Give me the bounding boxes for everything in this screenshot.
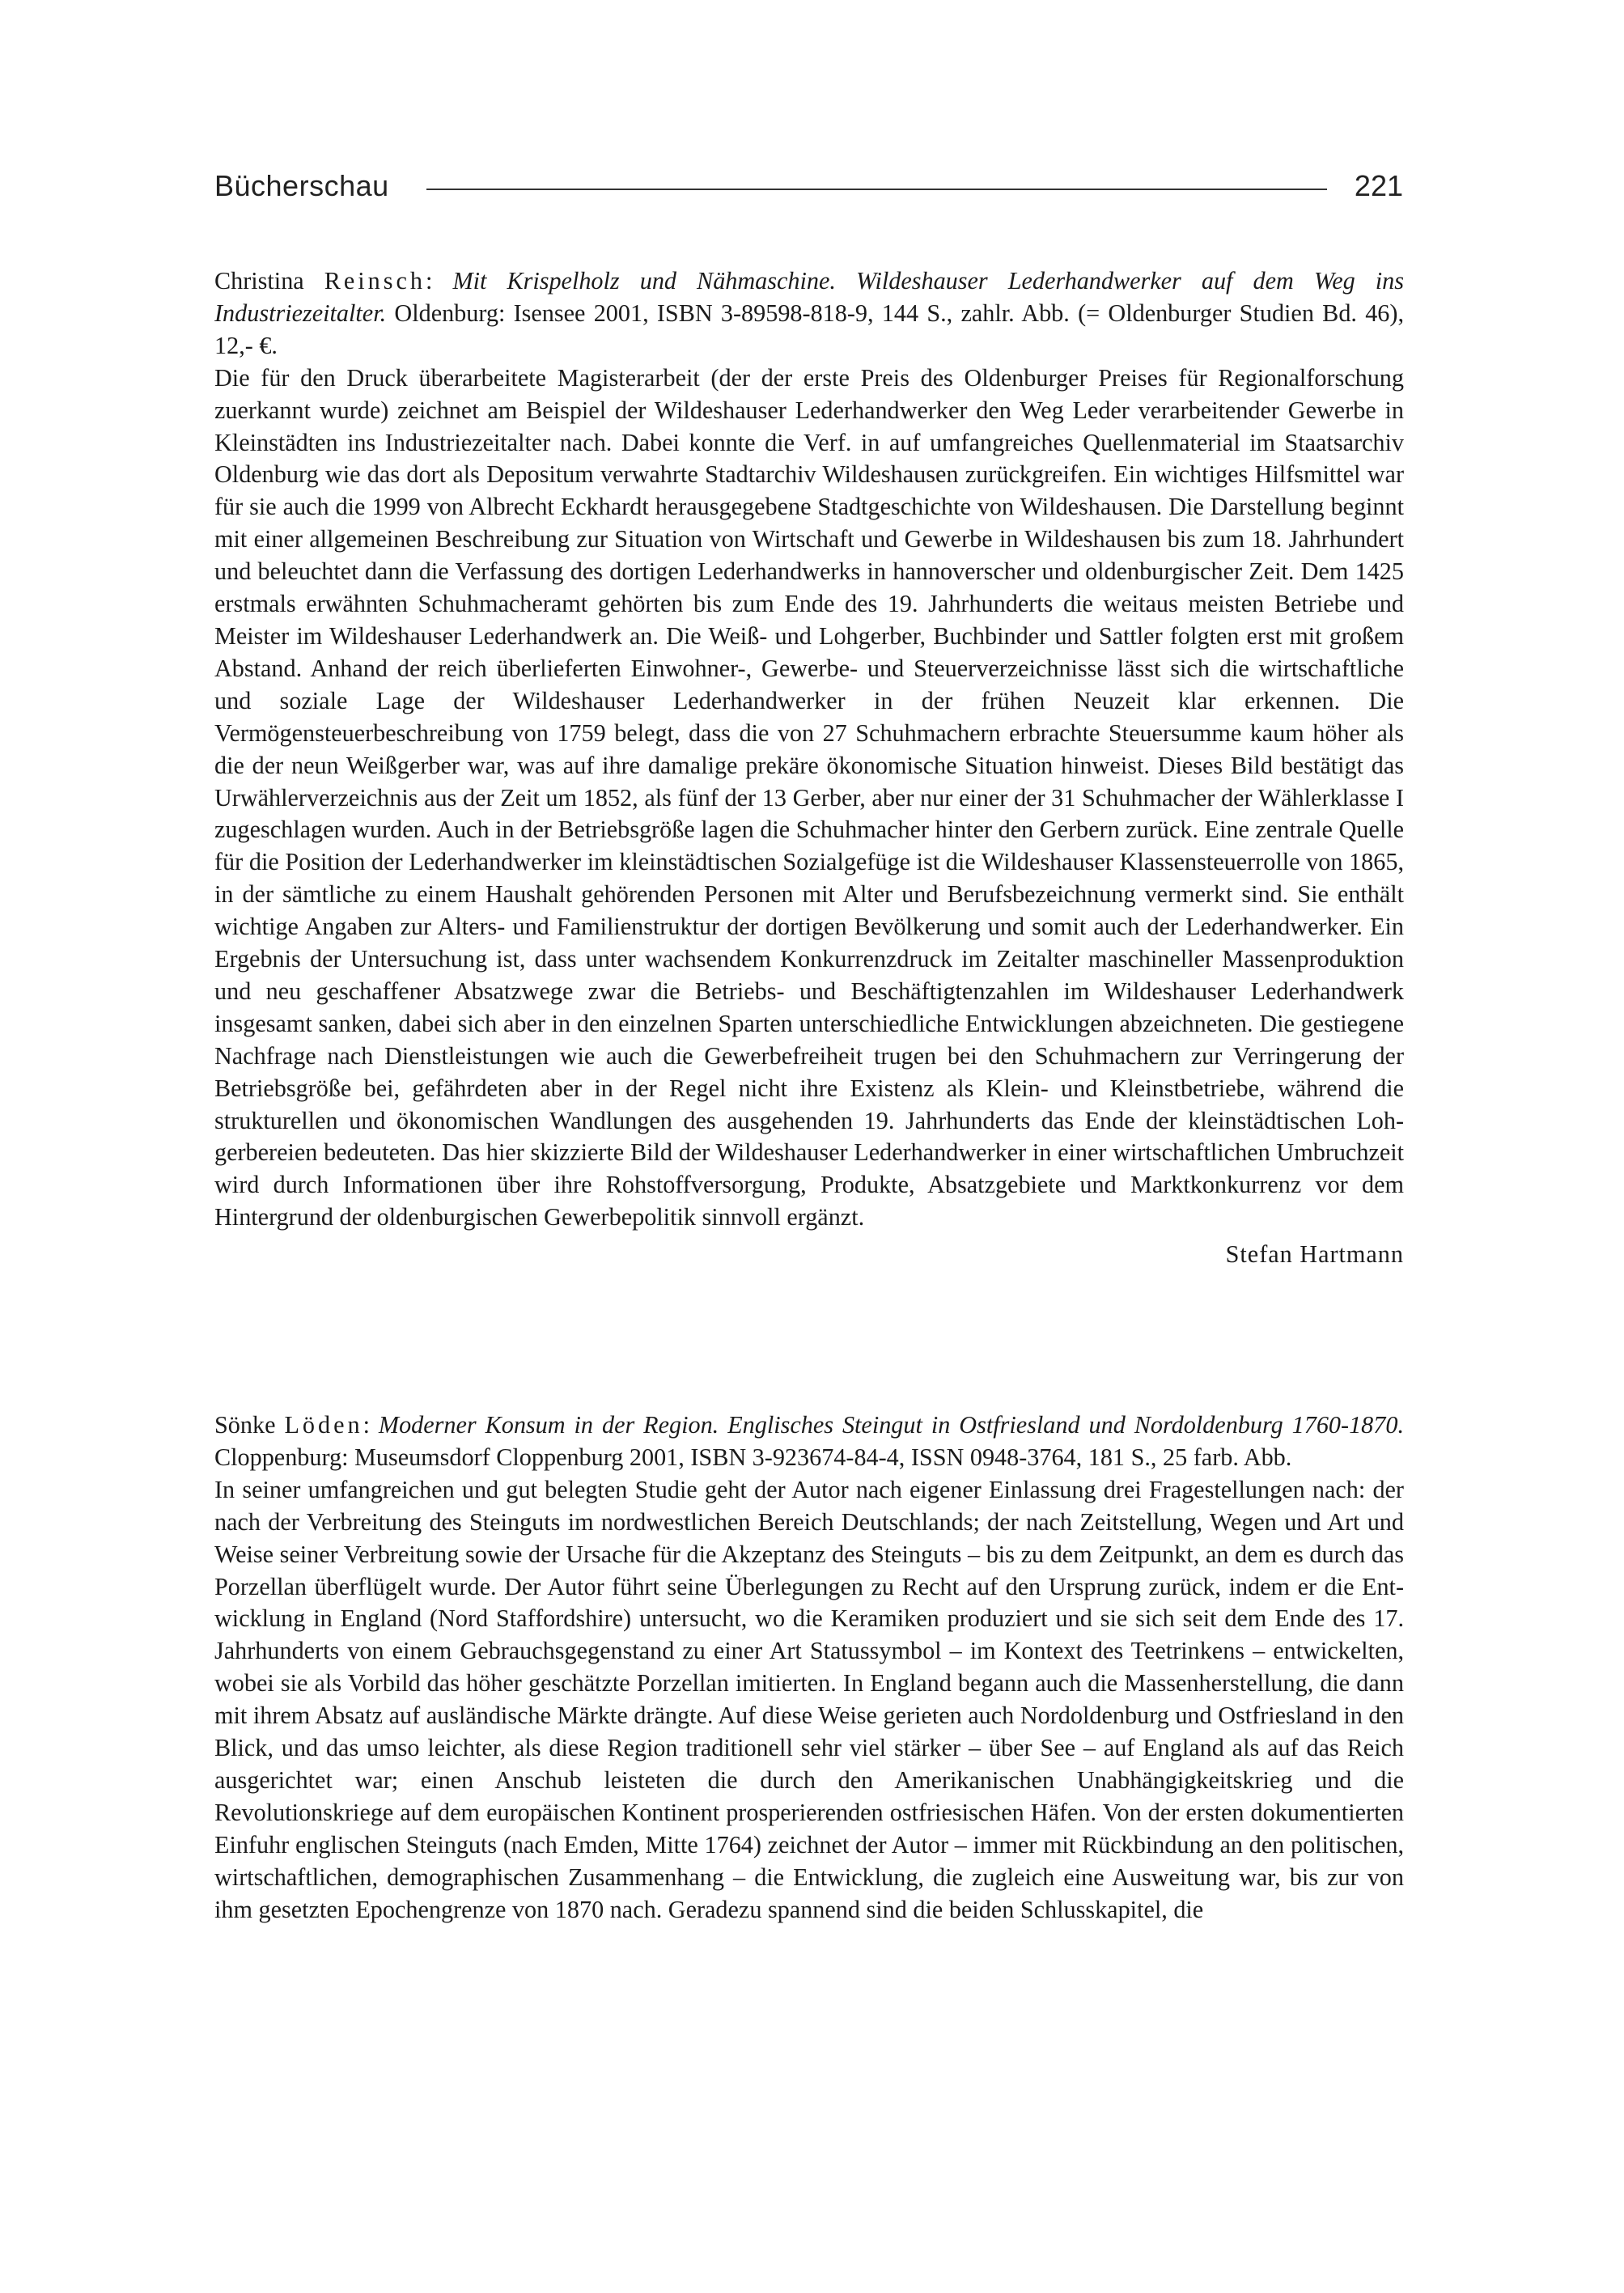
publication-info: Oldenburg: Isensee 2001, ISBN 3-89598-818-9, 144 S., zahlr. Abb. (= Oldenburger Studien Bd. 46), 12,- €. bbox=[214, 299, 1404, 359]
author-given-name: Sönke bbox=[214, 1411, 276, 1439]
citation: Christina Reinsch: Mit Krispelholz und Nähmaschine. Wildeshauser Lederhandwerker auf dem Weg ins Industriezeitalter. Oldenburg: Isensee 2001, ISBN 3-89598-818-9, 144 S., zahlr. Abb. (= Oldenburger Studien Bd. 46), 12,- €. bbox=[214, 267, 1404, 359]
book-title: Mit Krispelholz und Nähmaschine. Wildeshauser Lederhandwerker auf dem Weg ins Industriezeitalter. bbox=[214, 267, 1404, 327]
author-given-name: Christina bbox=[214, 267, 304, 295]
review-body: In seiner umfangreichen und gut belegten Studie geht der Autor nach eigener Einlassung drei Fragestellungen nach: der nach der Verbreitung des Steinguts im nordwestlichen Bereich Deutschlands; der nach Zeitstellung, Wegen und Art und Weise seiner Verbreitung sowie der Ursache für die Akzeptanz des Steinguts – bis zu dem Zeitpunkt, an dem es durch das Porzellan überflügelt wurde. Der Autor führt seine Überlegungen zu Recht auf den Ursprung zurück, indem er die Entwicklung in England (Nord Staffordshire) untersucht, wo die Keramiken produziert und sie sich seit dem Ende des 17. Jahrhunderts von einem Gebrauchsgegenstand zu einer Art Statussymbol – im Kontext des Teetrinkens – entwickelten, wobei sie als Vorbild das höher geschätzte Porzellan imitierten. In England begann auch die Massenherstellung, die dann mit ihrem Absatz auf ausländische Märkte drängte. Auf diese Weise gerieten auch Nordoldenburg und Ostfriesland in den Blick, und das umso leichter, als diese Region traditionell sehr viel stärker – über See – auf England als auf das Reich ausgerichtet war; einen Anschub leisteten die durch den Amerikanischen Unabhängigkeitskrieg und die Revolutionskriege auf dem europäischen Kontinent prosperierenden ostfriesischen Häfen. Von der ersten dokumentierten Einfuhr englischen Steinguts (nach Emden, Mitte 1764) zeichnet der Autor – immer mit Rückbindung an den politischen, wirtschaftlichen, demographischen Zusammenhang – die Entwicklung, die zugleich eine Ausweitung war, bis zur von ihm gesetzten Epochengrenze von 1870 nach. Geradezu spannend sind die beiden Schlusskapitel, die bbox=[214, 1475, 1404, 1923]
running-head: Bücherschau bbox=[214, 169, 389, 202]
citation: Sönke Löden: Moderner Konsum in der Region. Englisches Steingut in Ostfriesland und Nordoldenburg 1760-1870. Cloppenburg: Museumsdorf Cloppenburg 2001, ISBN 3-923674-84-4, ISSN 0948-3764, 181 S., 25 farb. Abb. bbox=[214, 1411, 1405, 1471]
review-loeden bbox=[214, 1409, 1404, 1926]
review-body: Die für den Druck überarbeitete Magisterarbeit (der der erste Preis des Oldenburger Preises für Regionalforschung zuerkannt wurde) zeichnet am Beispiel der Wildeshauser Lederhandwerker den Weg Leder verarbeitender Gewerbe in Kleinstädten ins Industriezeitalter nach. Dabei konnte die Verf. in auf umfangreiches Quellenmaterial im Staatsarchiv Oldenburg wie das dort als Depositum verwahrte Stadtarchiv Wildeshausen zurückgreifen. Ein wichtiges Hilfsmittel war für sie auch die 1999 von Albrecht Eckhardt herausgegebene Stadtgeschichte von Wildeshausen. Die Darstellung beginnt mit einer allgemeinen Beschreibung zur Situation von Wirtschaft und Gewerbe in Wildeshausen bis zum 18. Jahrhundert und beleuchtet dann die Verfassung des dortigen Lederhandwerks in hannoverscher und oldenburgischer Zeit. Dem 1425 erstmals erwähnten Schuhmacheramt gehörten bis zum Ende des 19. Jahrhunderts die weitaus meisten Betriebe und Meister im Wildeshauser Lederhandwerk an. Die Weiß- und Lohgerber, Buchbinder und Sattler folgten erst mit großem Abstand. Anhand der reich überlieferten Einwohner-, Gewerbe- und Steuerverzeichnisse lässt sich die wirtschaftliche und soziale Lage der Wildeshauser Lederhandwerker in der frühen Neuzeit klar erkennen. Die Vermögensteuerbeschreibung von 1759 belegt, dass die von 27 Schuhmachern erbrachte Steuersumme kaum höher als die der neun Weißgerber war, was auf ihre damalige prekäre ökonomische Situation hinweist. Dieses Bild bestätigt das Urwählerverzeichnis aus der Zeit um 1852, als fünf der 13 Gerber, aber nur einer der 31 Schuhmacher der Wählerklasse I zugeschlagen wurden. Auch in der Betriebsgröße lagen die Schuhmacher hinter den Gerbern zurück. Eine zentrale Quelle für die Position der Lederhandwerker im kleinstädtischen Sozialgefüge ist die Wildeshauser Klassensteuerrolle von 1865, in der sämtliche zu einem Haushalt gehörenden Personen mit Alter und Berufsbezeichnung vermerkt sind. Sie enthält wichtige Angaben zur Alters- und Familienstruktur der dortigen Bevölkerung und somit auch der Lederhandwerker. Ein Ergebnis der Untersuchung ist, dass unter wachsendem Konkurrenzdruck im Zeitalter maschineller Massenproduktion und neu geschaffener Absatzwege zwar die Betriebs- und Beschäftigtenzahlen im Wildeshauser Lederhandwerk insgesamt sanken, dabei sich aber in den einzelnen Sparten unterschiedliche Entwicklungen abzeichneten. Die gestiegene Nachfrage nach Dienstleistungen wie auch die Gewerbefreiheit trugen bei den Schuhmachern zur Verringerung der Betriebsgröße bei, gefährdeten aber in der Regel nicht ihre Existenz als Klein- und Kleinstbetriebe, während die strukturellen und ökonomischen Wandlungen des ausgehenden 19. Jahrhunderts das Ende der kleinstädtischen Lohgerbereien bedeuteten. Das hier skizzierte Bild der Wildeshauser Lederhandwerker in einer wirtschaftlichen Umbruchzeit wird durch Informationen über ihre Rohstoffversorgung, Produkte, Absatzgebiete und Marktkonkurrenz vor dem Hintergrund der oldenburgischen Gewerbepolitik sinnvoll ergänzt. bbox=[214, 363, 1404, 1231]
reviewer-name: Stefan Hartmann bbox=[1225, 1240, 1404, 1269]
book-title: Moderner Konsum in der Region. Englisches Steingut in Ostfriesland und Nordoldenburg 1760-1870. bbox=[378, 1411, 1405, 1439]
publication-info: Cloppenburg: Museumsdorf Cloppenburg 2001, ISBN 3-923674-84-4, ISSN 0948-3764, 181 S., 25 farb. Abb. bbox=[214, 1443, 1292, 1471]
page-header bbox=[214, 162, 1403, 210]
header-rule bbox=[426, 189, 1327, 190]
review-reinsch bbox=[214, 265, 1404, 1271]
author-family-name: Reinsch bbox=[324, 267, 426, 295]
page-number: 221 bbox=[1354, 169, 1403, 202]
author-family-name: Löden bbox=[284, 1411, 363, 1439]
